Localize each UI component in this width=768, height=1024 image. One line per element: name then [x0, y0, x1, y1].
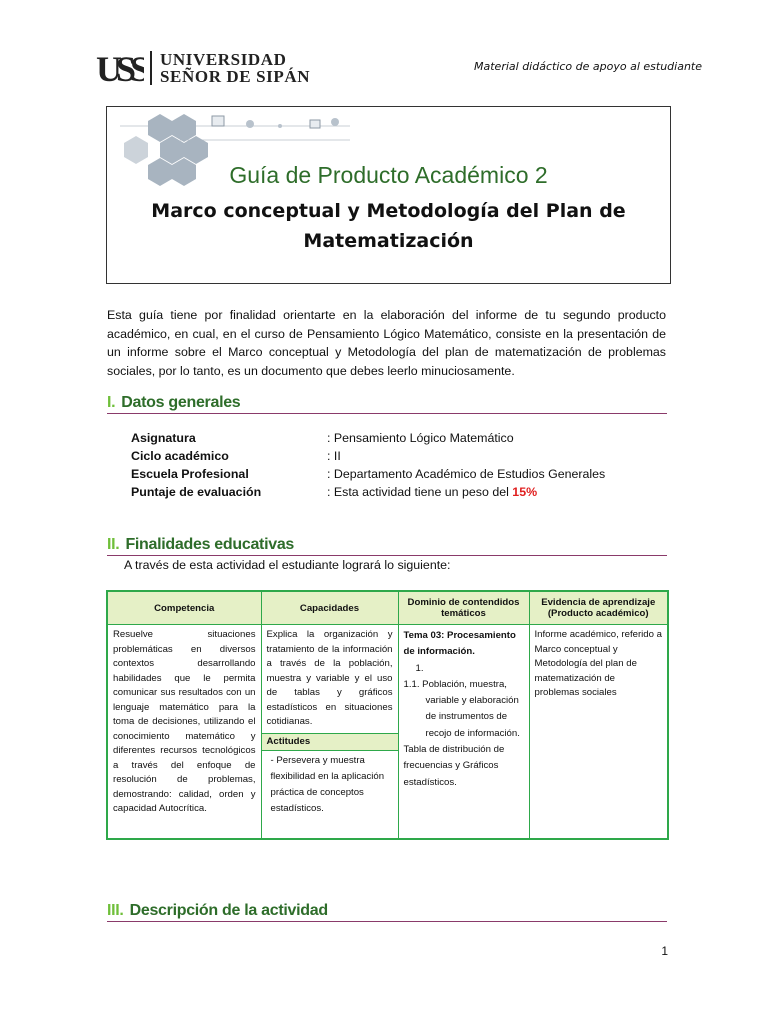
tema-subitem: 1.1. Población, muestra, variable y elaboración de instrumentos de recojo de información.: [403, 678, 520, 739]
lead-sentence: A través de esta actividad el estudiante logrará lo siguiente:: [124, 558, 451, 572]
tema-number: 1.: [415, 662, 424, 674]
section-title: Datos generales: [121, 394, 241, 411]
cell-dominio: [398, 625, 529, 839]
datos-label: Asignatura: [131, 431, 196, 445]
datos-value: : Departamento Académico de Estudios Generales: [327, 467, 606, 481]
table-header-row: [107, 591, 668, 625]
datos-value: : Pensamiento Lógico Matemático: [327, 431, 514, 445]
section-heading-datos: [107, 394, 667, 414]
datos-label: Ciclo académico: [131, 449, 229, 463]
datos-label: Escuela Profesional: [131, 467, 249, 481]
section-heading-descripcion: [107, 902, 667, 922]
actitud-item: - Persevera y muestra flexibilidad en la aplicación práctica de conceptos estadísticos.: [270, 755, 385, 814]
logo-text: [160, 51, 310, 85]
logo-line-2: SEÑOR DE SIPÁN: [160, 67, 311, 86]
datos-value-weight: [327, 485, 537, 499]
uss-monogram-icon: [96, 49, 144, 87]
cell-capacidades: [261, 625, 398, 839]
header-dominio: Dominio de contendidos temáticos: [398, 591, 529, 625]
section-number: II.: [107, 536, 120, 553]
actitudes-label: Actitudes: [262, 733, 398, 752]
section-number: I.: [107, 394, 116, 411]
section-heading-finalidades: [107, 536, 667, 556]
capacidades-text: Explica la organización y tratamiento de la información a través de la población, muestra y variable y el uso de tablas y gráficos estadísticos en situaciones cotidianas.: [266, 629, 393, 727]
intro-paragraph: Esta guía tiene por finalidad orientarte en la elaboración del informe de tu segundo producto académico, en cual, en el curso de Pensamiento Lógico Matemático, consiste en la presentación de un informe sobre el Marco conceptual y Metodología del plan de matematización de problemas sociales, por lo tanto, es un documento que debes leerlo minuciosamente.: [107, 308, 666, 378]
tema-extra: Tabla de distribución de frecuencias y Gráficos estadísticos.: [403, 744, 505, 788]
weight-percent: 15%: [512, 485, 538, 499]
tema-title: Tema 03: Procesamiento de información.: [403, 630, 516, 658]
datos-label: Puntaje de evaluación: [131, 485, 262, 499]
datos-value: : II: [327, 449, 341, 463]
header-evidencia: Evidencia de aprendizaje (Producto académico): [529, 591, 668, 625]
logo-divider: [150, 51, 152, 85]
section-title: Descripción de la actividad: [129, 902, 328, 919]
cell-evidencia: Informe académico, referido a Marco conceptual y Metodología del plan de matematización de problemas sociales: [529, 625, 668, 839]
university-logo: [96, 48, 310, 88]
guide-subtitle: Marco conceptual y Metodología del Plan de Matematización: [151, 200, 626, 252]
cell-competencia: Resuelve situaciones problemáticas en diversos contextos desarrollando habilidades que le permita comunicar sus resultados con un lenguaje matemático para la toma de decisiones, utilizando el conocimiento matemático y diferentes recursos tecnológicos a través del enfoque de resolución de problemas, demostrando: calidad, orden y capacidad Autocrítica.: [107, 625, 261, 839]
weight-text: : Esta actividad tiene un peso del: [327, 485, 513, 499]
logo-line-1: UNIVERSIDAD: [160, 50, 287, 69]
header-capacidades: Capacidades: [261, 591, 398, 625]
header-competencia: Competencia: [107, 591, 261, 625]
guide-title: Guía de Producto Académico 2: [229, 162, 548, 188]
section-title: Finalidades educativas: [125, 536, 295, 553]
table-row: [107, 625, 668, 839]
competencies-table: [106, 590, 669, 840]
section-number: III.: [107, 902, 124, 919]
page-number: 1: [661, 944, 668, 958]
header-note: Material didáctico de apoyo al estudiante: [474, 60, 702, 73]
svg-text:USS: USS: [96, 49, 144, 87]
